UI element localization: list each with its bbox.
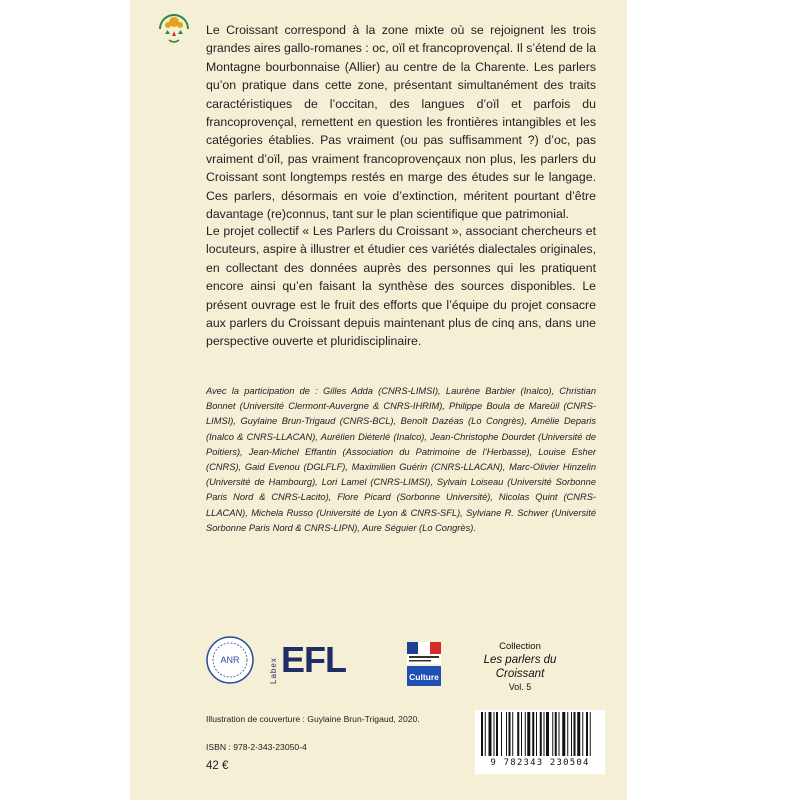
barcode-digits: 9 782343 230504: [490, 758, 590, 768]
labex-label: Labex: [269, 657, 278, 684]
barcode-bar: [571, 712, 572, 756]
price: 42 €: [206, 760, 229, 772]
description-paragraph-2: Le projet collectif « Les Parlers du Croissant », associant chercheurs et locuteurs, aspire à illustrer et étudier ces variétés dialectales originales, en collectant des données auprès des personnes qui les pratiquent encore ainsi qu’en faisant la synthèse des sources disponibles. Le présent ouvrage est le fruit des efforts que l’équipe du projet consacre aux parlers du Croissant depuis maintenant plus de cinq ans, dans une perspective ouverte et pluridisciplinaire.: [206, 224, 596, 349]
culture-label: Culture: [409, 672, 439, 682]
barcode-bars: [475, 710, 605, 758]
efl-logo: EFL: [281, 639, 346, 680]
collection-block: [460, 640, 580, 693]
barcode-bar: [552, 712, 553, 756]
barcode-bar: [574, 712, 576, 756]
barcode-bar: [540, 712, 542, 756]
barcode-bar: [494, 712, 495, 756]
collection-label: Collection: [499, 641, 541, 652]
ministere-culture-logo: [407, 642, 441, 686]
collection-volume: Vol. 5: [508, 682, 532, 692]
barcode-bar: [527, 712, 530, 756]
parlers-du-croissant-logo: [151, 4, 197, 50]
barcode-bar: [489, 712, 492, 756]
barcode-bar: [481, 712, 483, 756]
anr-label: ANR: [220, 655, 240, 665]
barcode-bar: [532, 712, 534, 756]
cover-illustration-credit: Illustration de couverture : Guylaine Brun-Trigaud, 2020.: [206, 714, 420, 724]
partner-logos: [205, 634, 441, 700]
anr-logo: [205, 634, 255, 686]
barcode-bar: [555, 712, 557, 756]
barcode-bar: [506, 712, 507, 756]
barcode-bar: [485, 712, 486, 756]
collection-title: Les parlers du Croissant: [483, 654, 557, 680]
barcode-bar: [577, 712, 580, 756]
isbn-barcode: [475, 710, 605, 774]
participants-list: Avec la participation de : Gilles Adda (CNRS-LIMSI), Laurène Barbier (Inalco), Christian Bonnet (Université Clermont-Auvergne & CNRS-IHRIM), Philippe Boula de Mareüil (CNRS-LIMSI), Guylaine Brun-Trigaud (CNRS-BCL), Benoît Dazéas (Lo Congrès), Amélie Deparis (Inalco & CNRS-LLACAN), Aurélien Diéterlé (Inalco), Jean-Christophe Dourdet (Université de Poitiers), Jean-Michel Effantin (Association du Patrimoine de l’Herbasse), Louise Esher (CNRS), Gaid Evenou (DGLFLF), Maximilien Guérin (CNRS-LLACAN), Marc-Olivier Hinzelin (Université de Hambourg), Lori Lamel (CNRS-LIMSI), Sylvain Loiseau (Université Sorbonne Paris Nord & CNRS-Lacito), Flore Picard (Sorbonne Université), Nicolas Quint (CNRS-LLACAN), Michela Russo (Université de Lyon & CNRS-SFL), Sylviane R. Schwer (Université Sorbonne Paris Nord & CNRS-LIPN), Aure Séguier (Lo Congrès).: [206, 386, 596, 533]
book-back-cover: [130, 0, 627, 800]
barcode-bar: [521, 712, 522, 756]
description-paragraph-1: Le Croissant correspond à la zone mixte où se rejoignent les trois grandes aires gallo-romanes : oc, oïl et francoprovençal. Il s’étend de la Montagne bourbonnaise (Allier) au centre de la Charente. Les parlers qu’on pratique dans cette zone, présentant simultanément des traits caractéristiques de l’occitan, des langues d’oïl et parfois du francoprovençal, remettent en question les frontières intangibles et les catégories établies. Pas vraiment (ou pas suffisamment ?) d’oc, pas vraiment d’oïl, pas vraiment francoprovençaux non plus, les parlers du Croissant sont longtemps restés en marge des études sur le langage. Ces parlers, désormais en voie d’extinction, méritent pourtant d’être davantage (re)connus, tant sur le plan scientifique que patrimonial.: [206, 23, 596, 222]
barcode-bar: [559, 712, 560, 756]
barcode-bar: [582, 712, 583, 756]
barcode-bar: [501, 712, 502, 756]
barcode-bar: [567, 712, 568, 756]
barcode-bar: [546, 712, 549, 756]
barcode-bar: [512, 712, 513, 756]
barcode-bar: [586, 712, 588, 756]
barcode-bar: [590, 712, 591, 756]
barcode-bar: [536, 712, 537, 756]
barcode-bar: [544, 712, 545, 756]
barcode-bar: [496, 712, 498, 756]
barcode-bar: [562, 712, 565, 756]
isbn-number: ISBN : 978-2-343-23050-4: [206, 742, 307, 752]
barcode-bar: [525, 712, 526, 756]
barcode-bar: [509, 712, 511, 756]
barcode-bar: [517, 712, 519, 756]
